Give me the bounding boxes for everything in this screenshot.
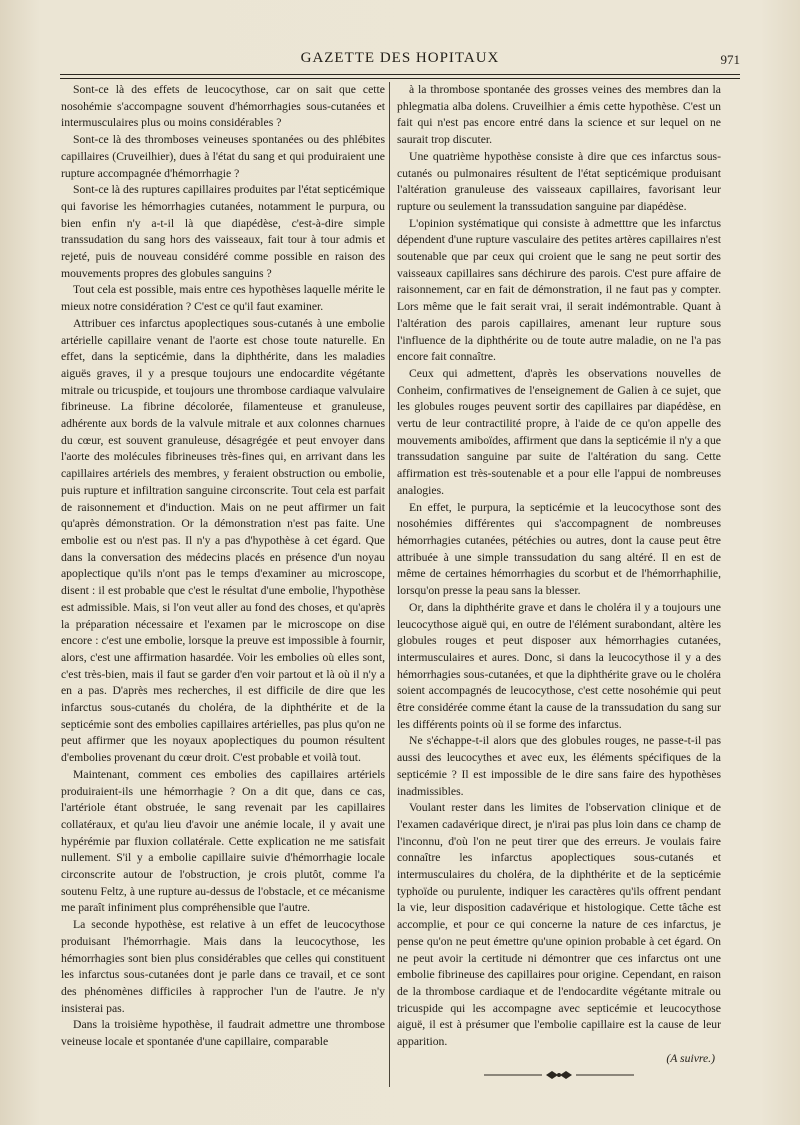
header-rule-bottom <box>60 78 740 79</box>
paragraph: Ceux qui admettent, d'après les observations nouvelles de Conheim, confirmatives de l'enseignement de Galien à ce sujet, que les globules rouges peuvent sortir des capillaires par diapédèse, en vertu de leur contractilité propre, à l'aide de ce qu'on appelle des mouvements amiboïdes, affirment que dans la septicémie il n'y a que transsudation sanguine par suite de l'altération du sang. Cette affirmation est très-soutenable et a pour elle l'appui de nombreuses analogies. <box>397 366 721 497</box>
header-rule-top <box>60 74 740 75</box>
to-be-continued: (A suivre.) <box>666 1051 715 1065</box>
paragraph: La seconde hypothèse, est relative à un effet de leucocythose produisant l'hémorrhagie. Mais dans la leucocythose, les hémorrhagies sont bien plus considérables que celles qui constituent les infarctus sous-cutanées dont je parle dans ce travail, et ce sont des phénomènes difficiles à rapprocher l'un de l'autre. Je n'y insisterai pas. <box>61 918 385 1015</box>
paragraph: Tout cela est possible, mais entre ces hypothèses laquelle mérite le mieux notre considération ? C'est ce qu'il faut examiner. <box>61 283 385 314</box>
right-column <box>397 82 721 1081</box>
column-divider <box>389 82 390 1087</box>
paragraph: Sont-ce là des effets de leucocythose, car on sait que cette nosohémie s'accompagne souvent d'hémorrhagies sous-cutanées et intermusculaires plus ou moins considérables ? <box>61 83 385 130</box>
paragraph: Une quatrième hypothèse consiste à dire que ces infarctus sous-cutanés ou pulmonaires résultent de l'état septicémique produisant l'altération granuleuse des vaisseaux capillaires, favorisant leur rupture ou seulement la transsudation sanguine par diapédèse. <box>397 149 721 213</box>
paragraph: Sont-ce là des thromboses veineuses spontanées ou des phlébites capillaires (Cruveilhier), dues à l'état du sang et qui produiraient une rupture accompagnée d'hémorrhagie ? <box>61 133 385 180</box>
paragraph: Ne s'échappe-t-il alors que des globules rouges, ne passe-t-il pas aussi des leucocythes et avec eux, les éléments spécifiques de la septicémie ? Il est impossible de le dire sans faire des hypothèses inadmissibles. <box>397 734 721 798</box>
paragraph: Or, dans la diphthérite grave et dans le choléra il y a toujours une leucocythose aiguë qui, en outre de l'élément surabondant, altère les globules rouges et peut disposer aux hémorrhagies cutanées, intermusculaires et aures. Donc, si dans la leucocythose il y a des hémorrhagies sous-cutanées, et que la diphthérite grave ou le choléra soient accompagnés de leucocythose, c'est cette nosohémie qui peut être considérée comme étant la cause de la transsudation du sang sur les différents points où il se forme des infarctus. <box>397 600 721 731</box>
left-column <box>61 82 385 1051</box>
paragraph: L'opinion systématique qui consiste à admetttre que les infarctus dépendent d'une rupture vasculaire des petites artères capillaires n'est soutenable que par ceux qui croient que le sang ne peut sortir des vaisseaux capillaires sans déchirure des parois. C'est pure affaire de raisonnement, car en fait de démonstration, il ne faut pas y compter. Lors même que le fait serait vrai, il serait indémontrable. Quant à l'altération des parois capillaires, amenant leur rupture sous l'influence de la diphthérite ou de toute autre maladie, on ne l'a pas encore fait connaître. <box>397 216 721 364</box>
fleuron-ornament-icon <box>484 1069 634 1081</box>
paragraph: Attribuer ces infarctus apoplectiques sous-cutanés à une embolie artérielle capillaire venant de l'aorte est chose toute naturelle. En effet, dans la septicémie, dans la diphthérite, dans les maladies aiguës graves, il y a presque toujours une endocardite végétante mitrale ou tricuspide, et toujours une thrombose cardiaque valvulaire fibrineuse. La fibrine décolorée, filamenteuse et granuleuse, adhérente aux bords de la valvule mitrale et aux colonnes charnues du cœur, est souvent granuleuse, désagrégée et peut envoyer dans l'aorte des molécules fibrineuses très-fines qui, en arrivant dans les capillaires artériels des membres, y feraient obstruction ou embolie, puis rupture et infiltration sanguine circonscrite. Tout cela est parfait de raisonnement et d'induction. Mais on ne peut affirmer un fait qu'après démonstration. Or la démonstration n'est pas faite. Une embolie est ou n'est pas. Il n'y a pas d'hypothèse à cet égard. Que dans la conversation des médecins placés en présence d'un noyau apoplectique qu'ils n'ont pas le temps d'examiner au microscope, disent : il est probable que c'est le résultat d'une embolie, l'hypothèse est admissible. Mais, si l'on veut aller au fond des choses, et qu'après la préparation nécessaire et l'examen par le microscope on dise encore : c'est une embolie, lorsque la preuve est impossible à fournir, alors, c'est une affirmation hasardée. Voir les embolies où elles sont, c'est très-bien, mais il faut se garder d'en voir partout et là où il n'y a en a pas. D'après mes recherches, il est difficile de dire que les infarctus sous-cutanés du choléra, de la diphthérite et de la septicémie sont des embolies capillaires artérielles, pas plus qu'on ne peut affirmer que les noyaux apoplectiques du poumon résultent d'embolies provenant du cœur droit. C'est probable et voilà tout. <box>61 316 385 765</box>
page-header <box>60 44 740 70</box>
paragraph: Sont-ce là des ruptures capillaires produites par l'état septicémique qui favorise les hémorrhagies cutanées, notamment le purpura, ou bien enfin n'y a-t-il là que diapédèse, c'est-à-dire simple transsudation du sang hors des vaisseaux, fait tour à tour admis et rejeté, puis de nouveau considéré comme possible en raison des mouvements propres des globules sanguins ? <box>61 183 385 280</box>
paragraph: à la thrombose spontanée des grosses veines des membres dan la phlegmatia alba dolens. Cruveilhier a émis cette hypothèse. C'est un fait qui n'est pas encore entré dans la science et sur lequel on ne saurait trop discuter. <box>397 83 721 147</box>
paragraph: En effet, le purpura, la septicémie et la leucocythose sont des nosohémies différentes qui s'accompagnent de nombreuses hémorrhagies cutanées, pétéchies ou autres, dont la cause peut être attribuée à une simple transsudation du sang altéré. Il en est de même de certaines hémorrhagies du scorbut et de l'hémorrhaphilie, lorsqu'on presse la peau sans la blesser. <box>397 500 721 598</box>
page-number: 971 <box>720 52 740 67</box>
paragraph: Dans la troisième hypothèse, il faudrait admettre une thrombose veineuse locale et spontanée d'une capillaire, comparable <box>61 1018 385 1049</box>
running-head: GAZETTE DES HOPITAUX <box>300 50 500 66</box>
paragraph: Voulant rester dans les limites de l'observation clinique et de l'examen cadavérique direct, je n'irai pas plus loin dans ce champ de l'inconnu, d'où l'on ne peut tirer que des erreurs. Je voulais faire connaître les infarctus apoplectiques sous-cutanés et intermusculaires du choléra, de la diphthérite et de la septicémie typhoïde ou purulente, indiquer les caractères qu'ils offrent pendant la vie, leur disposition cadavérique et histologique. Cette tâche est accomplie, et pour ce qui concerne la nature de ces infarctus, je pense qu'on ne peut émettre qu'une opinion probable à cet égard. On ne peut avoir la certitude ni démontrer que ces infarctus ont une embolie fibrineuse des capillaires pour origine. Cependant, en raison de la thrombose cardiaque et de l'endocardite végétante mitrale ou tricuspide qui les accompagne avec septicémie et leucocythose aiguë, il est à présumer que l'embolie capillaire est la cause de leur apparition. <box>397 801 721 1049</box>
paragraph: Maintenant, comment ces embolies des capillaires artériels produiraient-ils une hémorrhagie ? On a dit que, dans ce cas, l'artériole étant obstruée, le sang revenait par les capillaires collatéraux, et qu'au lieu d'avoir une anémie locale, il y avait une hypérémie par fluxion collatérale. Cette explication ne me satisfait nullement. S'il y a embolie capillaire suivie d'hémorrhagie locale circonscrite autour de l'obstruction, je crois plutôt, comme l'a soutenu Feltz, à une rupture au-dessus de l'obstacle, et ce mécanisme me paraît infiniment plus compréhensible que l'autre. <box>61 767 385 915</box>
